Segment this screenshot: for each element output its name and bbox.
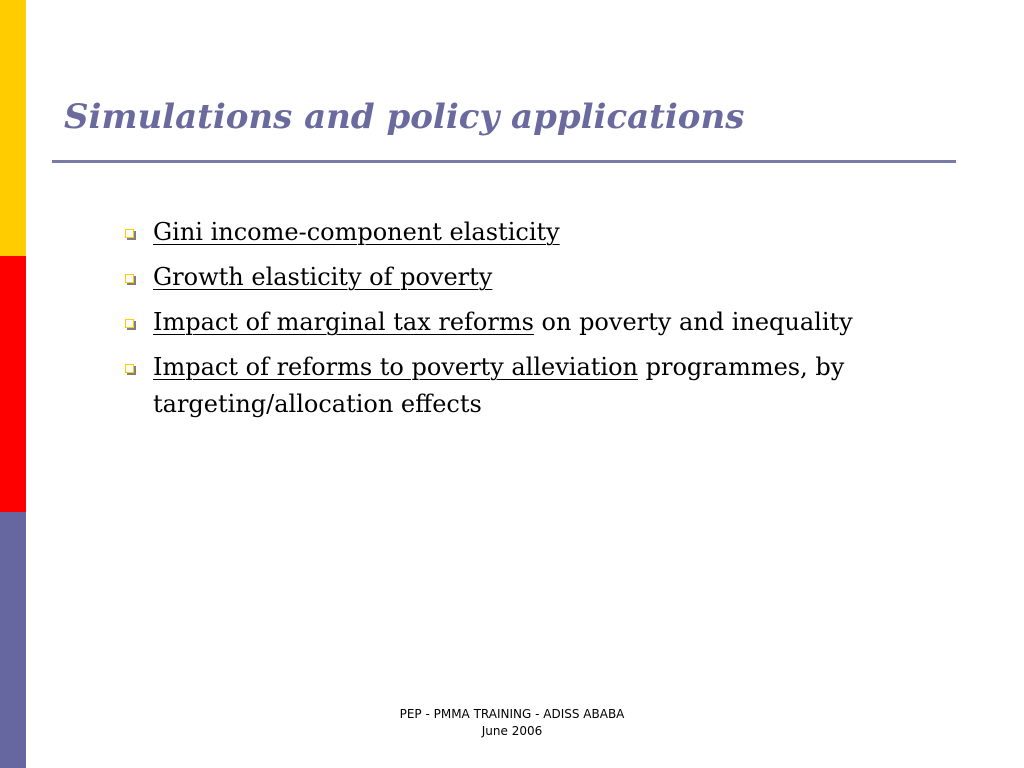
marginal-tax-reforms-link[interactable]: Impact of marginal tax reforms xyxy=(153,308,534,336)
square-bullet-icon xyxy=(125,229,134,238)
bullet-rest-text: programmes, by targeting/allocation effects xyxy=(153,353,845,418)
growth-elasticity-link[interactable]: Growth elasticity of poverty xyxy=(153,263,493,291)
footer-line-event: PEP - PMMA TRAINING - ADISS ABABA xyxy=(399,707,625,721)
footer-line-date: June 2006 xyxy=(481,724,543,738)
slide-title: Simulations and policy applications xyxy=(64,97,745,137)
bullet-list xyxy=(120,214,920,431)
accent-bar-red xyxy=(0,256,26,512)
accent-bar-blue xyxy=(0,512,26,768)
list-item xyxy=(120,304,920,341)
slide-footer xyxy=(300,706,724,740)
square-bullet-icon xyxy=(125,319,134,328)
gini-elasticity-link[interactable]: Gini income-component elasticity xyxy=(153,218,560,246)
bullet-rest-text: on poverty and inequality xyxy=(533,308,853,336)
accent-bar-yellow xyxy=(0,0,26,256)
list-item xyxy=(120,214,920,251)
list-item xyxy=(120,349,920,423)
square-bullet-icon xyxy=(125,274,134,283)
title-divider xyxy=(52,160,956,163)
square-bullet-icon xyxy=(125,364,134,373)
poverty-alleviation-reforms-link[interactable]: Impact of reforms to poverty alleviation xyxy=(153,353,639,381)
list-item xyxy=(120,259,920,296)
